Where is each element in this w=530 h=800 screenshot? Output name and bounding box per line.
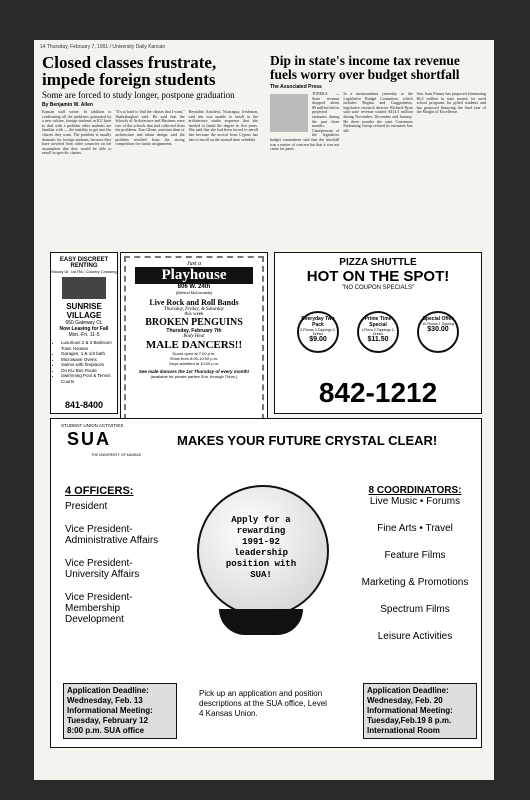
ad-show: Show from 8:00-10:00 p.m. <box>169 356 219 361</box>
story-column: Reynaldo Antoleni, Nicaragua, freshman, said she was unable to enroll in the architecture studio sequence that she needed to finish the degree in five years. She said that she had been forced to enroll late because the arrival from Cyprus has late to enroll on the normal time schedule. <box>188 109 258 142</box>
ball-stand-icon <box>219 609 303 635</box>
ball-text: Apply for a rewarding 1991-92 leadership position with SUA! <box>225 515 297 580</box>
ad-leasing: Now Leasing for Fall <box>59 326 109 332</box>
feature-item: • Microwave Ovens <box>61 357 117 363</box>
story-column: Kansan staff writer. In addition to confronting all the problems generated by a new culture, foreign students in KU have to deal with a problem other students are familiar with — the inability to get into the classes they want. The problem is usually dramatic for foreign students, because they have traveled from other countries on the assumption that they would be able to enroll in specific classes. <box>42 109 112 156</box>
ad-address: 806 W. 24th <box>177 284 211 290</box>
story-column: "It's so hard to find the classes that I want," Shahrabagheri said. He said that the Schools of Architecture and Business were two of the schools that had collected from the problems. Tom Glenn, assistant dean of architecture and urban design, said the problem resulted from the strong competition for studio assignments. <box>115 109 185 147</box>
ad-sub: (Behind McDonalds) <box>175 290 213 295</box>
newspaper-page <box>34 40 494 780</box>
feature-item: • On KU Bus Route <box>61 368 117 374</box>
officer-item: Vice President-Membership Development <box>65 592 133 625</box>
special-prime-time <box>357 311 399 353</box>
story-foreign-students <box>42 54 258 156</box>
officer-item: Vice President-Administrative Affairs <box>65 524 159 546</box>
special-everyday <box>297 311 339 353</box>
deadline-line: Tuesday, February 12 <box>67 716 149 725</box>
deadline-line: 8:00 p.m. SUA office <box>67 726 145 735</box>
special-lines: 2-Pizzas 2-Toppings 2-Drinks <box>300 328 336 336</box>
ad-features <box>53 340 117 384</box>
page-header: 14 Thursday, February 7, 1991 / University Daily Kansan <box>40 44 166 50</box>
story-income-tax <box>270 54 486 152</box>
ad-name: Playhouse <box>135 267 253 284</box>
ad-headline: HOT ON THE SPOT! <box>306 268 450 285</box>
coords-title: 8 COORDINATORS: <box>368 485 462 496</box>
coord-item: Leisure Activities <box>377 631 453 642</box>
photo-placeholder <box>270 94 308 132</box>
deadline-line: International Room <box>367 726 440 735</box>
sunrise-village-ad <box>50 252 118 414</box>
ad-address: 660 Gateway Ct. <box>65 320 103 326</box>
ad-ladies: Guys admitted at 10:00 p.m. <box>168 361 220 366</box>
feature-item: • Swimming Pool & Tennis Courts <box>61 373 117 384</box>
sua-label: STUDENT UNION ACTIVITIES <box>61 423 124 428</box>
feature-item: • Garages, 1 & 1/2 bath <box>61 351 117 357</box>
special-price: $30.00 <box>427 326 449 333</box>
ad-no-coupon: "NO COUPON SPECIALS" <box>341 285 415 291</box>
pizza-shuttle-ad <box>274 252 482 414</box>
special-offer <box>417 311 459 353</box>
special-price: $9.00 <box>309 336 327 343</box>
coord-item: Live Music • Forums <box>369 496 461 507</box>
coord-item: Spectrum Films <box>380 604 450 615</box>
ad-doors: Doors open at 7:00 p.m. <box>172 351 216 356</box>
coord-item: Fine Arts • Travel <box>377 523 453 534</box>
deadline-line: Application Deadline: <box>367 686 449 695</box>
story-byline: By Benjamin W. Allen <box>42 102 93 108</box>
ad-music: Live Rock and Roll Bands <box>149 298 239 307</box>
deadline-line: Tuesday,Feb.19 8 p.m. <box>367 716 452 725</box>
special-lines: 10-Pizzas 1-Topping <box>422 322 454 326</box>
ad-date: Thursday, February 7th <box>166 328 222 334</box>
sua-logo: SUA <box>67 429 112 449</box>
officer-item: President <box>65 501 108 512</box>
coord-item: Feature Films <box>384 550 446 561</box>
ad-name: VILLAGE <box>66 311 102 320</box>
story-column: In a memorandum yesterday to the Legislative Budget Committee, which includes Regina and Guggenheim, legislative research director Richard Ryan said state revenue totaled $414.5 million during November, December and January. He three months the state Consensus Estimating Group revised its estimates last fall. <box>343 91 413 133</box>
ad-name: SUNRISE <box>66 302 102 311</box>
feature-item: • Luxurious 2 & 3 Bedroom Town Houses <box>61 340 117 351</box>
sua-headline: MAKES YOUR FUTURE CRYSTAL CLEAR! <box>177 433 438 448</box>
story-byline: The Associated Press <box>270 84 322 90</box>
story-column: Sen. Juan Finney has proposed eliminating $6.2 million in state money for need school programs for gifted students and has proposed financing the final year of the Margin of Excellence. <box>416 91 486 115</box>
story-title: Dip in state's income tax revenue fuels worry over budget shortfall <box>270 53 460 82</box>
coord-item: Marketing & Promotions <box>361 577 469 588</box>
feature-item: • Swims with fireplaces <box>61 362 117 368</box>
coordinators-list <box>353 485 477 642</box>
story-deck: Some are forced to study longer, postpone graduation <box>42 90 235 100</box>
story-title: Closed classes frustrate, impede foreign students <box>42 53 217 89</box>
deadline-line: Wednesday, Feb. 13 <box>67 696 143 705</box>
story-column <box>270 92 339 152</box>
sunrise-logo <box>62 277 106 299</box>
sua-sub: THE UNIVERSITY OF KANSAS <box>91 453 141 457</box>
deadline-line: Informational Meeting: <box>367 706 453 715</box>
special-name: Prime Time Special <box>364 316 392 328</box>
ad-more: See male dancers the 1st Thursday of every month! <box>138 369 250 374</box>
ad-phone: 842-1212 <box>318 377 438 408</box>
deadline-line: Application Deadline: <box>67 686 149 695</box>
ad-days: Thursday, Friday, & Saturday <box>164 307 224 312</box>
special-price: $11.50 <box>367 336 389 343</box>
officers-title: 4 OFFICERS: <box>65 485 134 497</box>
officer-item: Vice President-University Affairs <box>65 558 140 580</box>
ad-title: PIZZA SHUTTLE <box>339 257 417 268</box>
ad-note: (available for private parties Sun. through Thurs.) <box>150 374 238 379</box>
deadline-line: Wednesday, Feb. 20 <box>367 696 443 705</box>
ad-border <box>124 256 264 420</box>
ad-event: MALE DANCERS!! <box>145 339 243 351</box>
right-deadline-box <box>363 683 477 739</box>
ad-address: Moody Dr. 1st Rd./ Country Crossing <box>51 269 117 274</box>
officers-list <box>65 485 175 625</box>
special-lines: 1-Pizza 2-Toppings 2-Drinks <box>361 328 395 336</box>
pickup-text: Pick up an application and position descriptions at the SUA office, Level 4 Kansas Union. <box>199 689 327 718</box>
left-deadline-box <box>63 683 177 739</box>
playhouse-ad <box>120 252 268 424</box>
ad-prefix: Just a <box>186 261 202 267</box>
story-text: TOPEKA — State revenue dropped about $9 million below projected estimates during the past three months. Chairpersons of the legislative budget committees said that the shortfall was a matter of concern but that it was not cause for panic. <box>270 91 340 152</box>
ad-band: BROKEN PENGUINS <box>145 317 243 328</box>
special-name: Everyday Two Pack <box>301 316 335 328</box>
crystal-ball <box>191 485 331 655</box>
ad-title: EASY DISCREET RENTING <box>59 257 109 269</box>
special-name: Special Offer <box>422 316 454 322</box>
deadline-line: Informational Meeting: <box>67 706 153 715</box>
sua-ad <box>50 418 482 748</box>
ad-phone: 841-8400 <box>64 400 104 410</box>
ad-this-week: this week <box>184 312 204 317</box>
ad-heat: Body Heat <box>183 334 205 339</box>
ad-hours: Mon.-Fri. 11-5 <box>68 332 100 338</box>
